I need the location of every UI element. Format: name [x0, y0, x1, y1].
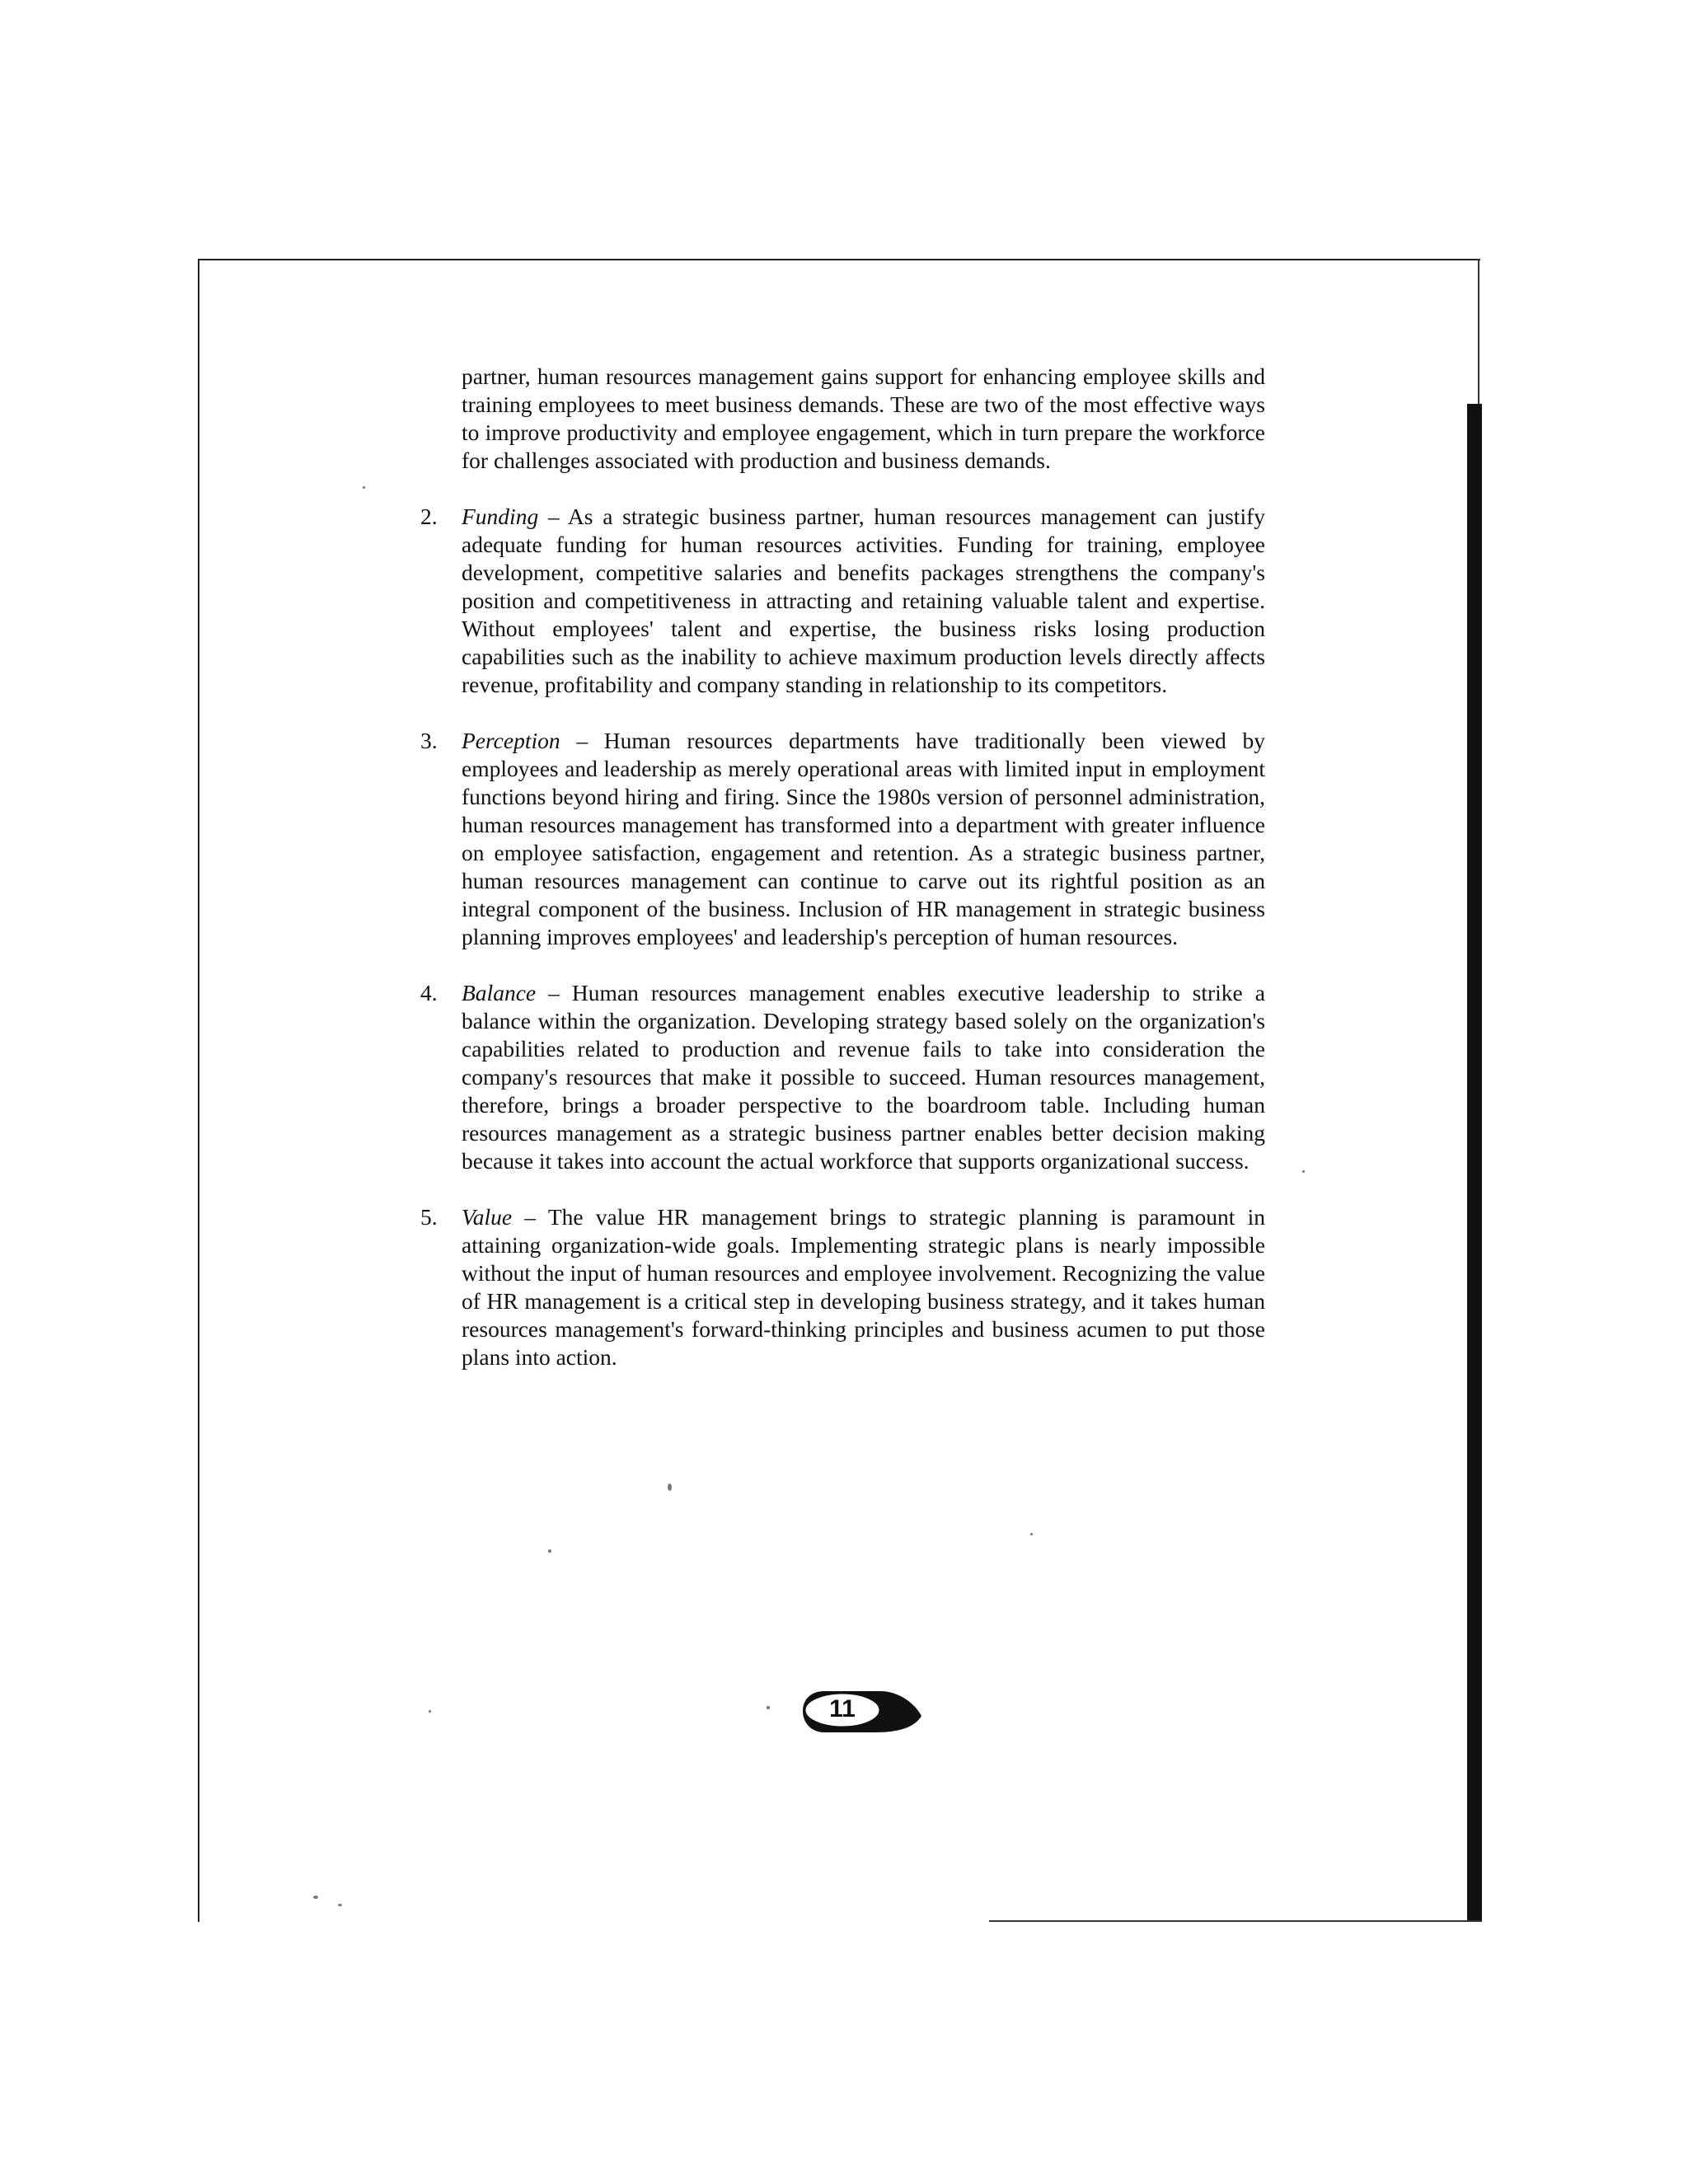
list-item-term: Funding: [462, 504, 539, 529]
list-item-funding: [420, 503, 1265, 699]
list-item-term: Balance: [462, 980, 537, 1005]
list-item-term: Perception: [462, 728, 560, 753]
intro-paragraph: partner, human resources management gains support for enhancing employee skills and training employees to meet business demands. These are two of the most effective ways to improve productivity and employee engagement, which in turn prepare the workforce for challenges associated with production and business demands.: [462, 363, 1265, 473]
list-item-number: 3.: [420, 728, 438, 753]
page-edge-line: [1478, 259, 1479, 407]
list-item-text: – As a strategic business partner, human resources management can justify adequate funding for human resources activities. Funding for training, employee development, competitive salaries and benefits packages strengthens the company's position and competitiveness in attracting and retaining valuable talent and expertise. Without employees' talent and expertise, the business risks losing production capabilities such as the inability to achieve maximum production levels directly affects revenue, profitability and company standing in relationship to its competitors.: [462, 504, 1265, 697]
list-item-text: – Human resources departments have traditionally been viewed by employees and leadership as merely operational areas with limited input in employment functions beyond hiring and firing. Since the 1980s version of personnel administration, human resources management has transformed into a department with greater influence on employee satisfaction, engagement and retention. As a strategic business partner, human resources management can continue to carve out its rightful position as an integral component of the business. Inclusion of HR management in strategic business planning improves employees' and leadership's perception of human resources.: [462, 728, 1265, 949]
list-item-perception: [420, 727, 1265, 951]
list-item-number: 4.: [420, 980, 438, 1005]
scan-speck: [363, 486, 365, 489]
list-item-number: 5.: [420, 1204, 438, 1230]
page-number-badge: [799, 1688, 923, 1734]
list-item-value: [420, 1203, 1265, 1371]
scan-speck: [767, 1706, 770, 1709]
scan-speck: [313, 1896, 318, 1899]
list-item-text: – The value HR management brings to strategic planning is paramount in attaining organization-wide goals. Implementing strategic plans is nearly impossible without the input of human resources and employee involvement. Recognizing the value of HR management is a critical step in developing business strategy, and it takes human resources management's forward-thinking principles and business acumen to put those plans into action.: [462, 1204, 1265, 1370]
scan-speck: [1302, 1170, 1305, 1173]
list-item-number: 2.: [420, 504, 438, 529]
scan-speck: [338, 1904, 342, 1906]
bottom-rule: [989, 1920, 1482, 1922]
page-edge-shadow: [1467, 404, 1482, 1922]
list-item-text: – Human resources management enables executive leadership to strike a balance within the organization. Developing strategy based solely on the organization's capabilities related to production and revenue fails to take into consideration the company's resources that make it possible to succeed. Human resources management, therefore, brings a broader perspective to the boardroom table. Including human resources management as a strategic business partner enables better decision making because it takes into account the actual workforce that supports organizational success.: [462, 980, 1265, 1174]
scan-speck: [668, 1483, 672, 1491]
list-item-balance: [420, 979, 1265, 1175]
document-body: [420, 363, 1265, 1371]
scan-speck: [1030, 1533, 1033, 1535]
scan-speck: [429, 1710, 431, 1713]
list-item-term: Value: [462, 1204, 513, 1230]
page-number: 11: [829, 1695, 856, 1722]
scan-speck: [548, 1549, 551, 1553]
